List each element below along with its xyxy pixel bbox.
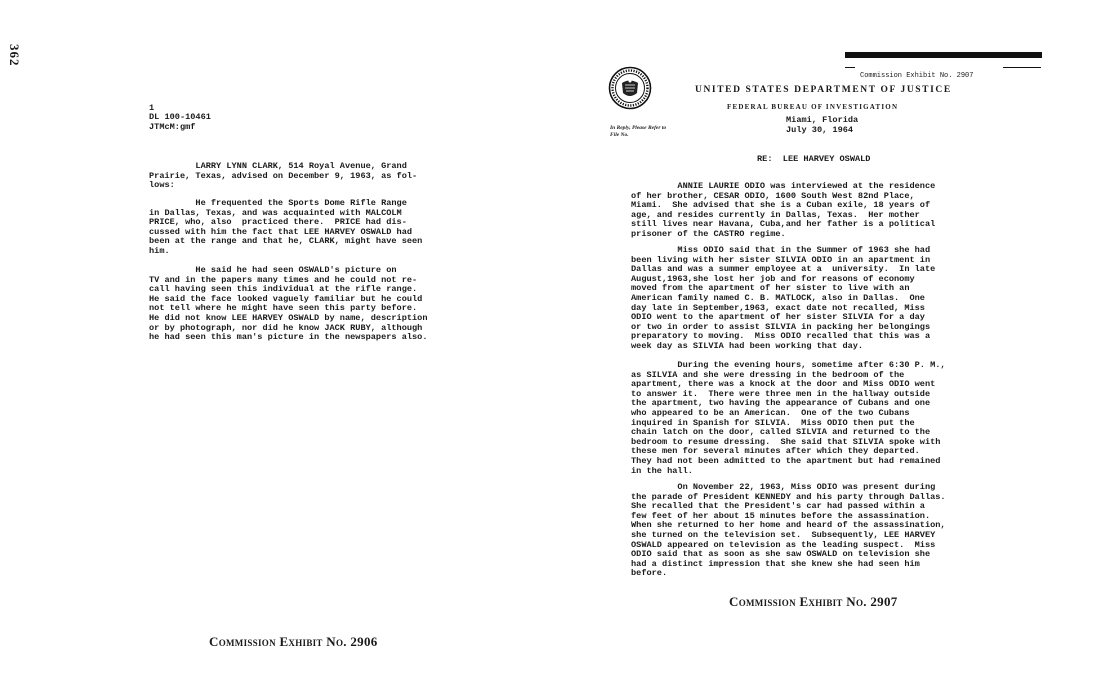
right-exhibit-caption: Commission Exhibit No. 2907 [729, 594, 898, 609]
header-dash-left [845, 67, 855, 68]
file-number: DL 100-10461 [149, 112, 211, 122]
right-paragraph-4: On November 22, 1963, Miss ODIO was present during the parade of President KENNEDY and his party through Dallas. She recalled that the President's car had passed within a few feet of her about 15 minutes before the assassination. When she returned to her home and heard of the assassination, she turned on the television set. Subsequently, LEE HARVEY OSWALD appeared on television as the leading suspect. Miss ODIO said that as soon as she saw OSWALD on television she had a distinct impression that she knew she had seen him before. [631, 482, 946, 579]
right-paragraph-1: ANNIE LAURIE ODIO was interviewed at the residence of her brother, CESAR ODIO, 1600 South West 82nd Place, Miami. She advised that she is a Cuban exile, 18 years of age, and resides currently in Dallas, Texas. Her mother still lives near Havana, Cuba,and her father is a political prisoner of the CASTRO regime. [631, 181, 936, 239]
left-paragraph-3: He said he had seen OSWALD's picture on TV and in the papers many times and he could not re- call having seen this individual at the rifle range. He said the face looked vaguely familiar but he could not tell where he might have seen this party before. He did not know LEE HARVEY OSWALD by name, description or by photograph, nor did he know JACK RUBY, although he had seen this man's picture in the newspapers also. [149, 265, 428, 343]
right-paragraph-3: During the evening hours, sometime after 6:30 P. M., as SILVIA and she were dressing in the bedroom of the apartment, there was a knock at the door and Miss ODIO went to answer it. There were three men in the hallway outside the apartment, two having the appearance of Cubans and one who appeared to be an American. One of the two Cubans inquired in Spanish for SILVIA. Miss ODIO then put the chain latch on the door, called SILVIA and returned to the bedroom to resume dressing. She said that SILVIA spoke with these men for several minutes after which they departed. They had not been admitted to the apartment but had remained in the hall. [631, 360, 946, 476]
left-paragraph-1: LARRY LYNN CLARK, 514 Royal Avenue, Grand Prairie, Texas, advised on December 9, 1963, as fol- lows: [149, 161, 418, 191]
header-dash-right [1003, 67, 1041, 68]
file-marker: 1 [149, 103, 155, 113]
right-exhibit-tag: Commission Exhibit No. 2907 [860, 72, 974, 80]
left-exhibit-caption: Commission Exhibit No. 2906 [209, 634, 378, 649]
subject-line: RE: LEE HARVEY OSWALD [757, 154, 871, 164]
doj-seal-icon [608, 66, 652, 110]
department-heading: UNITED STATES DEPARTMENT OF JUSTICE [695, 85, 952, 95]
letter-date: July 30, 1964 [786, 125, 854, 135]
typist-initials: JTMcM:gmf [149, 122, 196, 132]
redaction-bar [845, 52, 1042, 58]
left-paragraph-2: He frequented the Sports Dome Rifle Range in Dallas, Texas, and was acquainted with MALCOLM PRICE, who, also practiced there. PRICE had dis- cussed with him the fact that LEE HARVEY OSWALD had been at the range and that he, CLARK, might have seen him. [149, 198, 423, 256]
bureau-heading: FEDERAL BUREAU OF INVESTIGATION [727, 103, 899, 111]
reply-reference-note: In Reply, Please Refer to File No. [610, 125, 667, 138]
right-paragraph-2: Miss ODIO said that in the Summer of 1963 she had been living with her sister SILVIA ODIO in an apartment in Dallas and was a summer employee at a university. In late August,1963,she lost her job and for reasons of economy moved from the apartment of her sister to live with an American family named C. B. MATLOCK, also in Dallas. One day late in September,1963, exact date not recalled, Miss ODIO went to the apartment of her sister SILVIA for a day or two in order to assist SILVIA in packing her belongings preparatory to moving. Miss ODIO recalled that this was a week day as SILVIA had been working that day. [631, 245, 936, 351]
letter-location: Miami, Florida [786, 115, 859, 125]
page-number: 362 [7, 44, 22, 67]
